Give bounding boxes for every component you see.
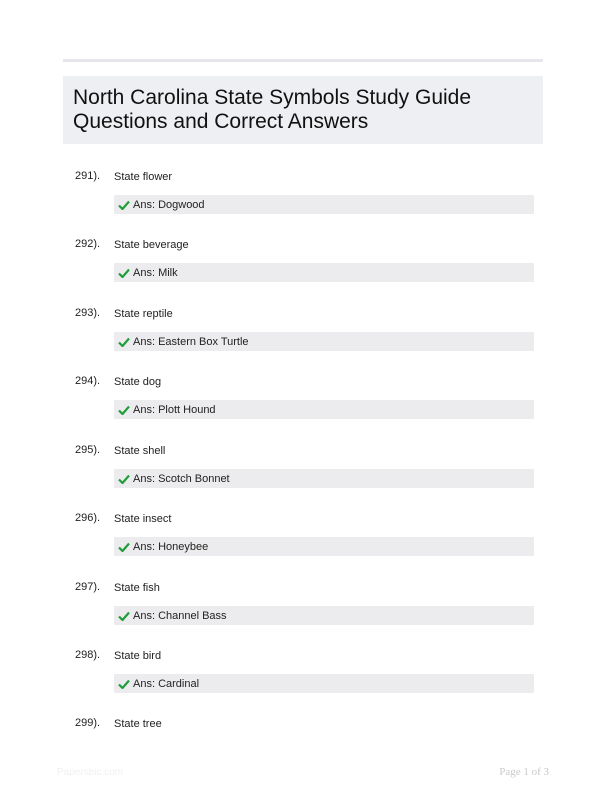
check-icon <box>118 200 130 210</box>
check-icon <box>118 405 130 415</box>
answer-box <box>114 674 534 693</box>
top-divider <box>63 59 543 62</box>
answer-box <box>114 195 534 214</box>
question-item <box>0 511 606 579</box>
question-text: State fish <box>114 582 160 594</box>
question-number: 298). <box>75 649 101 661</box>
question-text: State tree <box>114 718 162 730</box>
answer-text: Ans: Cardinal <box>133 677 200 690</box>
check-icon <box>118 268 130 278</box>
answer-text: Ans: Honeybee <box>133 540 209 553</box>
question-item <box>0 443 606 511</box>
question-number: 291). <box>75 170 101 182</box>
question-number: 297). <box>75 581 101 593</box>
question-item <box>0 237 606 305</box>
answer-text: Ans: Dogwood <box>133 198 205 211</box>
check-icon <box>118 542 130 552</box>
check-icon <box>118 474 130 484</box>
page-title <box>73 86 533 134</box>
answer-box <box>114 400 534 419</box>
question-text: State shell <box>114 445 166 457</box>
question-item <box>0 374 606 442</box>
question-number: 296). <box>75 512 101 524</box>
question-number: 292). <box>75 238 101 250</box>
question-number: 294). <box>75 375 101 387</box>
question-number: 295). <box>75 444 101 456</box>
footer-watermark: Papersbic.com <box>57 767 124 778</box>
question-text: State beverage <box>114 239 189 251</box>
title-line-1: North Carolina State Symbols Study Guide <box>73 86 472 109</box>
question-number: 293). <box>75 307 101 319</box>
question-text: State flower <box>114 171 173 183</box>
check-icon <box>118 679 130 689</box>
check-icon <box>118 611 130 621</box>
answer-box <box>114 263 534 282</box>
question-text: State dog <box>114 376 162 388</box>
answer-box <box>114 332 534 351</box>
question-item <box>0 716 606 746</box>
question-text: State insect <box>114 513 172 525</box>
question-item <box>0 648 606 716</box>
answer-box <box>114 537 534 556</box>
question-item <box>0 580 606 648</box>
answer-text: Ans: Plott Hound <box>133 403 216 416</box>
answer-box <box>114 606 534 625</box>
question-number: 299). <box>75 717 101 729</box>
answer-box <box>114 469 534 488</box>
page-number: Page 1 of 3 <box>499 766 549 778</box>
question-item <box>0 169 606 237</box>
question-item <box>0 306 606 374</box>
question-text: State bird <box>114 650 162 662</box>
check-icon <box>118 337 130 347</box>
answer-text: Ans: Eastern Box Turtle <box>133 335 249 348</box>
answer-text: Ans: Scotch Bonnet <box>133 472 230 485</box>
answer-text: Ans: Milk <box>133 266 178 279</box>
answer-text: Ans: Channel Bass <box>133 609 227 622</box>
question-text: State reptile <box>114 308 173 320</box>
title-line-2: Questions and Correct Answers <box>73 110 369 133</box>
title-block <box>63 76 543 144</box>
